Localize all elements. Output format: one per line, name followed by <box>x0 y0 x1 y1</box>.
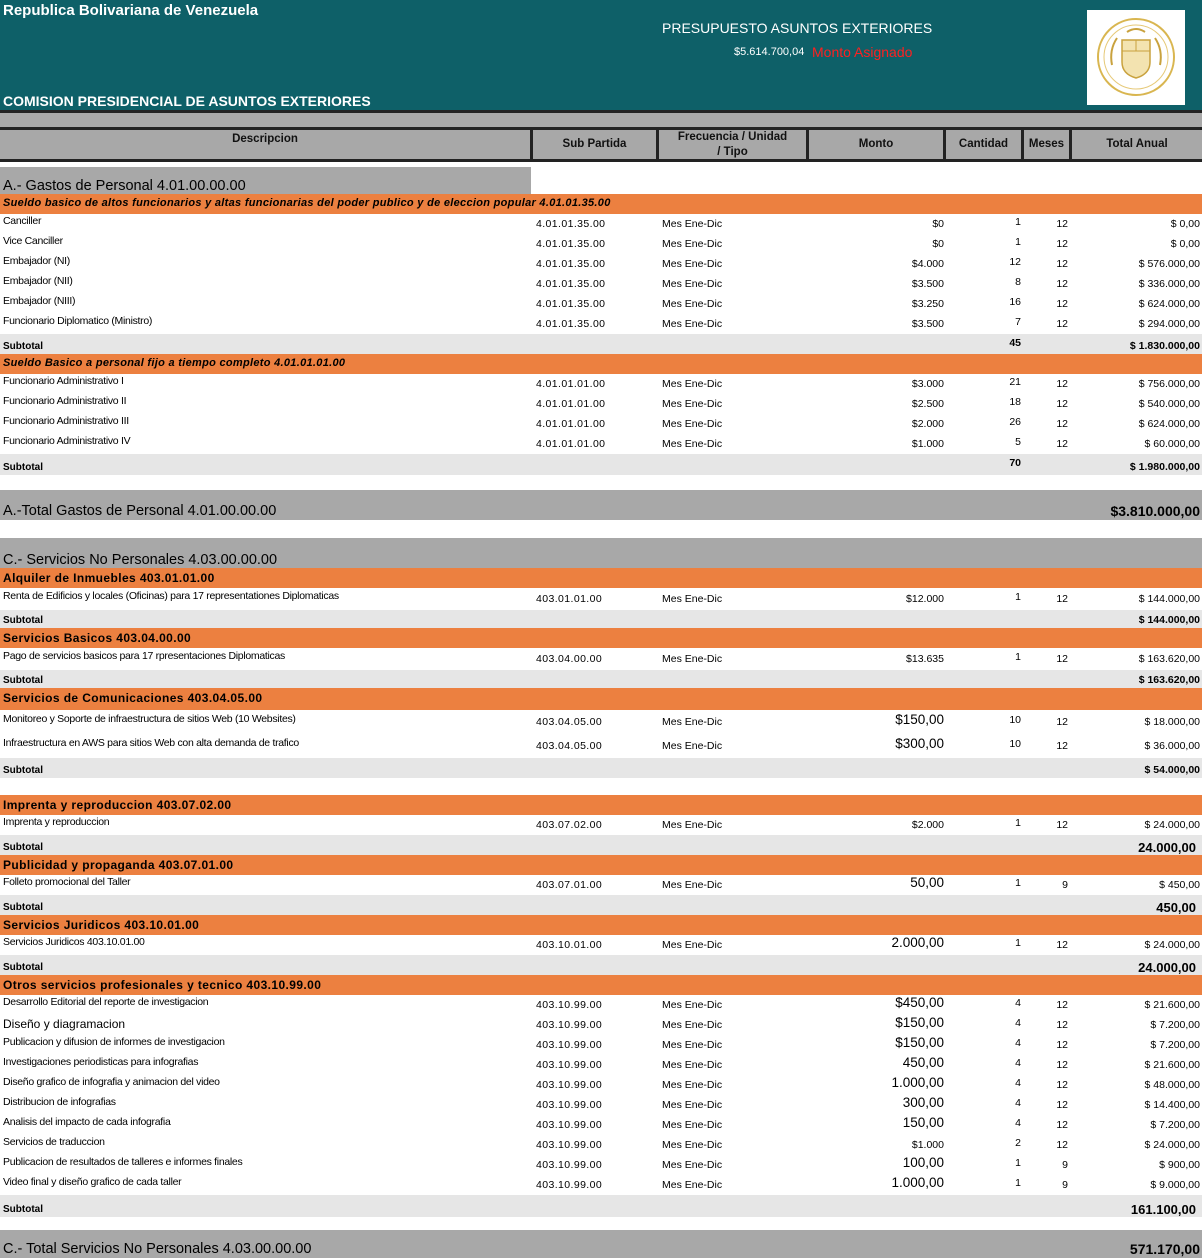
subtotal-label: Subtotal <box>3 962 43 973</box>
item-cantidad: 21 <box>1009 376 1021 388</box>
subtotal-total: 450,00 <box>1156 900 1196 915</box>
item-description: Embajador (NI) <box>3 255 70 267</box>
item-sub-partida: 4.01.01.35.00 <box>536 278 606 290</box>
item-monto: 450,00 <box>902 1055 944 1070</box>
item-total-anual: $ 7.200,00 <box>1150 1019 1200 1031</box>
item-total-anual: $ 7.200,00 <box>1150 1119 1200 1131</box>
subtotal-row <box>0 334 1202 354</box>
item-meses: 12 <box>1056 1059 1068 1071</box>
item-description: Funcionario Diplomatico (Ministro) <box>3 315 153 327</box>
subtotal-row <box>0 835 1202 855</box>
item-description: Canciller <box>3 215 42 227</box>
item-total-anual: $ 14.400,00 <box>1144 1099 1200 1111</box>
table-row <box>0 815 1202 835</box>
subtotal-total: 24.000,00 <box>1138 840 1196 855</box>
subtotal-row <box>0 670 1202 688</box>
item-description: Funcionario Administrativo II <box>3 395 127 407</box>
item-monto: $150,00 <box>895 1015 944 1030</box>
item-monto: 50,00 <box>910 875 944 890</box>
item-frecuencia: Mes Ene-Dic <box>662 879 723 891</box>
item-total-anual: $ 48.000,00 <box>1144 1079 1200 1091</box>
item-total-anual: $ 0,00 <box>1170 238 1200 250</box>
item-total-anual: $ 163.620,00 <box>1138 653 1200 665</box>
item-sub-partida: 4.01.01.35.00 <box>536 298 606 310</box>
grand-total-label: A.-Total Gastos de Personal 4.01.00.00.00 <box>3 503 277 519</box>
item-cantidad: 10 <box>1009 714 1021 726</box>
country-title: Republica Bolivariana de Venezuela <box>3 2 259 19</box>
item-monto: $150,00 <box>895 712 944 727</box>
item-sub-partida: 403.10.99.00 <box>536 1059 603 1071</box>
item-cantidad: 4 <box>1015 1017 1021 1029</box>
col-header-cantidad: Cantidad <box>946 130 1024 162</box>
item-cantidad: 1 <box>1015 216 1021 228</box>
category-header <box>0 628 1202 648</box>
item-frecuencia: Mes Ene-Dic <box>662 1019 723 1031</box>
item-sub-partida: 403.10.99.00 <box>536 1079 603 1091</box>
subtotal-label: Subtotal <box>3 462 43 473</box>
table-row <box>0 1015 1202 1035</box>
item-meses: 12 <box>1056 218 1068 230</box>
item-sub-partida: 403.10.99.00 <box>536 1039 603 1051</box>
item-description: Investigaciones periodisticas para infografias <box>3 1056 199 1068</box>
item-total-anual: $ 0,00 <box>1170 218 1200 230</box>
item-meses: 12 <box>1056 716 1068 728</box>
item-sub-partida: 403.04.05.00 <box>536 740 603 752</box>
item-monto: 100,00 <box>902 1155 944 1170</box>
item-sub-partida: 403.10.99.00 <box>536 1159 603 1171</box>
subtotal-label: Subtotal <box>3 842 43 853</box>
item-frecuencia: Mes Ene-Dic <box>662 593 723 605</box>
table-row <box>0 374 1202 394</box>
category-title: Publicidad y propaganda 403.07.01.00 <box>3 858 234 872</box>
table-row <box>0 254 1202 274</box>
item-cantidad: 1 <box>1015 1157 1021 1169</box>
item-frecuencia: Mes Ene-Dic <box>662 716 723 728</box>
category-header <box>0 354 1202 374</box>
subtotal-label: Subtotal <box>3 765 43 776</box>
category-header <box>0 855 1202 875</box>
item-cantidad: 4 <box>1015 1057 1021 1069</box>
item-total-anual: $ 900,00 <box>1159 1159 1200 1171</box>
item-frecuencia: Mes Ene-Dic <box>662 418 723 430</box>
item-frecuencia: Mes Ene-Dic <box>662 653 723 665</box>
item-cantidad: 1 <box>1015 877 1021 889</box>
subtotal-label: Subtotal <box>3 1204 43 1215</box>
item-meses: 12 <box>1056 1139 1068 1151</box>
item-cantidad: 18 <box>1009 396 1021 408</box>
item-frecuencia: Mes Ene-Dic <box>662 1139 723 1151</box>
item-sub-partida: 403.04.00.00 <box>536 653 603 665</box>
category-title: Servicios Juridicos 403.10.01.00 <box>3 918 200 932</box>
table-row <box>0 394 1202 414</box>
item-meses: 12 <box>1056 999 1068 1011</box>
item-description: Embajador (NII) <box>3 275 73 287</box>
table-row <box>0 1055 1202 1075</box>
item-total-anual: $ 18.000,00 <box>1144 716 1200 728</box>
item-monto: $0 <box>932 238 944 250</box>
item-frecuencia: Mes Ene-Dic <box>662 819 723 831</box>
item-cantidad: 1 <box>1015 651 1021 663</box>
item-meses: 12 <box>1056 1079 1068 1091</box>
item-monto: 1.000,00 <box>891 1175 944 1190</box>
grand-total-row <box>0 1230 1202 1258</box>
grand-total-label: C.- Total Servicios No Personales 4.03.00.00.00 <box>3 1241 312 1257</box>
item-frecuencia: Mes Ene-Dic <box>662 1099 723 1111</box>
table-row <box>0 414 1202 434</box>
item-meses: 12 <box>1056 740 1068 752</box>
item-cantidad: 1 <box>1015 591 1021 603</box>
item-sub-partida: 4.01.01.35.00 <box>536 218 606 230</box>
item-frecuencia: Mes Ene-Dic <box>662 238 723 250</box>
item-frecuencia: Mes Ene-Dic <box>662 1039 723 1051</box>
item-frecuencia: Mes Ene-Dic <box>662 298 723 310</box>
item-cantidad: 7 <box>1015 316 1021 328</box>
item-frecuencia: Mes Ene-Dic <box>662 740 723 752</box>
item-monto: $2.000 <box>911 418 944 430</box>
item-sub-partida: 403.10.99.00 <box>536 1019 603 1031</box>
item-monto: $150,00 <box>895 1035 944 1050</box>
item-meses: 12 <box>1056 398 1068 410</box>
category-header <box>0 795 1202 815</box>
item-monto: 300,00 <box>902 1095 944 1110</box>
table-row <box>0 995 1202 1015</box>
subtotal-label: Subtotal <box>3 615 43 626</box>
item-description: Infraestructura en AWS para sitios Web con alta demanda de trafico <box>3 737 299 749</box>
item-total-anual: $ 7.200,00 <box>1150 1039 1200 1051</box>
item-total-anual: $ 36.000,00 <box>1144 740 1200 752</box>
item-sub-partida: 4.01.01.35.00 <box>536 258 606 270</box>
item-monto: 1.000,00 <box>891 1075 944 1090</box>
subtotal-total: $ 163.620,00 <box>1138 674 1200 686</box>
item-frecuencia: Mes Ene-Dic <box>662 1059 723 1071</box>
item-sub-partida: 403.10.99.00 <box>536 1179 603 1191</box>
item-total-anual: $ 624.000,00 <box>1138 418 1200 430</box>
subtotal-row <box>0 610 1202 628</box>
table-row <box>0 875 1202 895</box>
item-monto: $3.500 <box>911 318 944 330</box>
item-total-anual: $ 624.000,00 <box>1138 298 1200 310</box>
item-monto: $4.000 <box>911 258 944 270</box>
item-cantidad: 1 <box>1015 937 1021 949</box>
item-description: Funcionario Administrativo I <box>3 375 124 387</box>
subtotal-row <box>0 758 1202 778</box>
item-sub-partida: 4.01.01.01.00 <box>536 378 606 390</box>
item-total-anual: $ 21.600,00 <box>1144 999 1200 1011</box>
item-monto: $1.000 <box>911 438 944 450</box>
item-monto: $12.000 <box>906 593 944 605</box>
subtotal-total: $ 54.000,00 <box>1144 764 1200 776</box>
item-cantidad: 12 <box>1009 256 1021 268</box>
category-title: Alquiler de Inmuebles 403.01.01.00 <box>3 571 215 585</box>
item-description: Desarrollo Editorial del reporte de investigacion <box>3 996 209 1008</box>
header-spacer <box>0 113 1202 127</box>
subtotal-cantidad: 70 <box>1009 457 1021 469</box>
item-frecuencia: Mes Ene-Dic <box>662 1119 723 1131</box>
item-total-anual: $ 576.000,00 <box>1138 258 1200 270</box>
table-row <box>0 1075 1202 1095</box>
item-cantidad: 16 <box>1009 296 1021 308</box>
table-row <box>0 1115 1202 1135</box>
item-monto: $13.635 <box>906 653 944 665</box>
item-sub-partida: 4.01.01.01.00 <box>536 418 606 430</box>
item-total-anual: $ 336.000,00 <box>1138 278 1200 290</box>
section-header <box>0 538 1202 568</box>
item-sub-partida: 403.01.01.00 <box>536 593 603 605</box>
coat-of-arms-icon <box>1087 10 1185 105</box>
category-title: Servicios Basicos 403.04.00.00 <box>3 631 192 645</box>
table-row <box>0 648 1202 670</box>
item-description: Funcionario Administrativo III <box>3 415 129 427</box>
col-header-sub-partida: Sub Partida <box>533 130 659 162</box>
item-cantidad: 8 <box>1015 276 1021 288</box>
table-row <box>0 1035 1202 1055</box>
item-description: Vice Canciller <box>3 235 63 247</box>
report-header <box>0 0 1202 110</box>
item-meses: 12 <box>1056 258 1068 270</box>
item-description: Distribucion de infografias <box>3 1096 116 1108</box>
item-cantidad: 4 <box>1015 1037 1021 1049</box>
assigned-amount: $5.614.700,04 <box>734 46 805 58</box>
subtotal-row <box>0 955 1202 975</box>
col-header-descripcion: Descripcion <box>0 130 533 162</box>
item-description: Pago de servicios basicos para 17 rpresentaciones Diplomaticas <box>3 650 285 662</box>
item-monto: $450,00 <box>895 995 944 1010</box>
item-monto: 150,00 <box>902 1115 944 1130</box>
item-cantidad: 26 <box>1009 416 1021 428</box>
col-header-meses: Meses <box>1024 130 1072 162</box>
item-meses: 12 <box>1056 939 1068 951</box>
table-row <box>0 434 1202 454</box>
subtotal-label: Subtotal <box>3 902 43 913</box>
item-meses: 12 <box>1056 819 1068 831</box>
item-meses: 12 <box>1056 298 1068 310</box>
item-meses: 12 <box>1056 378 1068 390</box>
item-sub-partida: 403.10.99.00 <box>536 1099 603 1111</box>
item-meses: 12 <box>1056 1019 1068 1031</box>
item-cantidad: 4 <box>1015 1097 1021 1109</box>
item-frecuencia: Mes Ene-Dic <box>662 1159 723 1171</box>
item-description: Diseño y diagramacion <box>3 1017 126 1031</box>
item-description: Servicios Juridicos 403.10.01.00 <box>3 936 145 948</box>
item-meses: 12 <box>1056 278 1068 290</box>
grand-total-value: $3.810.000,00 <box>1110 503 1200 519</box>
item-monto: $3.000 <box>911 378 944 390</box>
item-meses: 12 <box>1056 1039 1068 1051</box>
item-monto: $2.000 <box>911 819 944 831</box>
table-row <box>0 1095 1202 1115</box>
item-total-anual: $ 144.000,00 <box>1138 593 1200 605</box>
item-frecuencia: Mes Ene-Dic <box>662 398 723 410</box>
item-total-anual: $ 9.000,00 <box>1150 1179 1200 1191</box>
item-sub-partida: 403.10.99.00 <box>536 999 603 1011</box>
item-sub-partida: 403.10.99.00 <box>536 1139 603 1151</box>
item-meses: 9 <box>1062 1159 1068 1171</box>
item-total-anual: $ 294.000,00 <box>1138 318 1200 330</box>
item-meses: 12 <box>1056 318 1068 330</box>
category-header <box>0 975 1202 995</box>
item-monto: $1.000 <box>911 1139 944 1151</box>
item-description: Embajador (NIII) <box>3 295 76 307</box>
col-header-frecuencia: Frecuencia / Unidad / Tipo <box>659 130 809 162</box>
item-meses: 12 <box>1056 593 1068 605</box>
item-cantidad: 2 <box>1015 1137 1021 1149</box>
item-sub-partida: 403.10.99.00 <box>536 1119 603 1131</box>
subtotal-total: $ 1.830.000,00 <box>1129 340 1200 352</box>
category-title: Sueldo basico de altos funcionarios y altas funcionarias del poder publico y de eleccion popular 4.01.01.35.00 <box>3 197 611 209</box>
item-cantidad: 4 <box>1015 1117 1021 1129</box>
item-sub-partida: 4.01.01.01.00 <box>536 398 606 410</box>
item-cantidad: 4 <box>1015 1077 1021 1089</box>
item-total-anual: $ 60.000,00 <box>1144 438 1200 450</box>
table-row <box>0 1135 1202 1155</box>
budget-title: PRESUPUESTO ASUNTOS EXTERIORES <box>662 20 933 36</box>
item-frecuencia: Mes Ene-Dic <box>662 1179 723 1191</box>
subtotal-label: Subtotal <box>3 341 43 352</box>
item-total-anual: $ 24.000,00 <box>1144 1139 1200 1151</box>
item-monto: 2.000,00 <box>891 935 944 950</box>
item-frecuencia: Mes Ene-Dic <box>662 999 723 1011</box>
item-description: Renta de Edificios y locales (Oficinas) para 17 representationes Diplomaticas <box>3 590 339 602</box>
item-meses: 12 <box>1056 418 1068 430</box>
item-meses: 12 <box>1056 1119 1068 1131</box>
item-description: Publicacion y difusion de informes de investigacion <box>3 1036 225 1048</box>
item-sub-partida: 403.10.01.00 <box>536 939 603 951</box>
table-row <box>0 294 1202 314</box>
category-header <box>0 194 1202 214</box>
category-header <box>0 688 1202 710</box>
item-total-anual: $ 756.000,00 <box>1138 378 1200 390</box>
item-sub-partida: 403.07.02.00 <box>536 819 603 831</box>
category-title: Servicios de Comunicaciones 403.04.05.00 <box>3 691 263 705</box>
col-header-monto: Monto <box>809 130 946 162</box>
table-row <box>0 214 1202 234</box>
item-meses: 12 <box>1056 238 1068 250</box>
grand-total-row <box>0 490 1202 520</box>
item-cantidad: 5 <box>1015 436 1021 448</box>
item-meses: 12 <box>1056 653 1068 665</box>
item-sub-partida: 403.04.05.00 <box>536 716 603 728</box>
category-title: Imprenta y reproduccion 403.07.02.00 <box>3 798 232 812</box>
item-cantidad: 1 <box>1015 1177 1021 1189</box>
grand-total-value: 571.170,00 <box>1129 1241 1200 1257</box>
item-cantidad: 1 <box>1015 236 1021 248</box>
item-description: Servicios de traduccion <box>3 1136 105 1148</box>
table-row <box>0 1155 1202 1175</box>
category-title: Sueldo Basico a personal fijo a tiempo completo 4.01.01.01.00 <box>3 357 346 369</box>
item-description: Diseño grafico de infografia y animacion del video <box>3 1076 220 1088</box>
item-cantidad: 4 <box>1015 997 1021 1009</box>
section-title: A.- Gastos de Personal 4.01.00.00.00 <box>3 178 246 194</box>
item-monto: $300,00 <box>895 736 944 751</box>
item-total-anual: $ 24.000,00 <box>1144 819 1200 831</box>
table-row <box>0 588 1202 610</box>
item-total-anual: $ 21.600,00 <box>1144 1059 1200 1071</box>
item-meses: 9 <box>1062 1179 1068 1191</box>
table-row <box>0 710 1202 734</box>
item-description: Video final y diseño grafico de cada taller <box>3 1176 182 1188</box>
item-description: Publicacion de resultados de talleres e informes finales <box>3 1156 243 1168</box>
subtotal-row <box>0 895 1202 915</box>
item-description: Folleto promocional del Taller <box>3 876 131 888</box>
subtotal-total: $ 1.980.000,00 <box>1129 461 1200 473</box>
table-row <box>0 274 1202 294</box>
subtotal-row <box>0 454 1202 475</box>
subtotal-label: Subtotal <box>3 675 43 686</box>
item-sub-partida: 403.07.01.00 <box>536 879 603 891</box>
category-title: Otros servicios profesionales y tecnico 403.10.99.00 <box>3 978 322 992</box>
table-row <box>0 234 1202 254</box>
item-total-anual: $ 24.000,00 <box>1144 939 1200 951</box>
section-header <box>0 167 1202 194</box>
table-row <box>0 935 1202 955</box>
subtotal-total: 24.000,00 <box>1138 960 1196 975</box>
subtotal-total: 161.100,00 <box>1130 1202 1196 1217</box>
item-frecuencia: Mes Ene-Dic <box>662 318 723 330</box>
item-description: Analisis del impacto de cada infografia <box>3 1116 171 1128</box>
item-monto: $3.500 <box>911 278 944 290</box>
subtotal-cantidad: 45 <box>1009 337 1021 349</box>
item-sub-partida: 4.01.01.35.00 <box>536 238 606 250</box>
category-header <box>0 915 1202 935</box>
col-header-total-anual: Total Anual <box>1072 130 1202 162</box>
item-frecuencia: Mes Ene-Dic <box>662 218 723 230</box>
table-row <box>0 314 1202 334</box>
item-sub-partida: 4.01.01.01.00 <box>536 438 606 450</box>
item-frecuencia: Mes Ene-Dic <box>662 939 723 951</box>
category-header <box>0 568 1202 588</box>
item-description: Funcionario Administrativo IV <box>3 435 131 447</box>
subtotal-total: $ 144.000,00 <box>1138 614 1200 626</box>
item-monto: $0 <box>932 218 944 230</box>
assigned-amount-label: Monto Asignado <box>812 44 913 60</box>
item-monto: $2.500 <box>911 398 944 410</box>
item-frecuencia: Mes Ene-Dic <box>662 258 723 270</box>
item-frecuencia: Mes Ene-Dic <box>662 438 723 450</box>
item-description: Monitoreo y Soporte de infraestructura de sitios Web (10 Websites) <box>3 713 296 725</box>
item-total-anual: $ 450,00 <box>1159 879 1200 891</box>
item-frecuencia: Mes Ene-Dic <box>662 1079 723 1091</box>
item-total-anual: $ 540.000,00 <box>1138 398 1200 410</box>
subtotal-row <box>0 1195 1202 1217</box>
section-title: C.- Servicios No Personales 4.03.00.00.00 <box>3 552 278 568</box>
item-cantidad: 1 <box>1015 817 1021 829</box>
item-frecuencia: Mes Ene-Dic <box>662 278 723 290</box>
item-meses: 12 <box>1056 1099 1068 1111</box>
item-sub-partida: 4.01.01.35.00 <box>536 318 606 330</box>
item-monto: $3.250 <box>911 298 944 310</box>
table-row <box>0 734 1202 758</box>
item-cantidad: 10 <box>1009 738 1021 750</box>
table-row <box>0 1175 1202 1195</box>
item-meses: 9 <box>1062 879 1068 891</box>
item-meses: 12 <box>1056 438 1068 450</box>
item-frecuencia: Mes Ene-Dic <box>662 378 723 390</box>
commission-title: COMISION PRESIDENCIAL DE ASUNTOS EXTERIORES <box>3 93 371 109</box>
item-description: Imprenta y reproduccion <box>3 816 110 828</box>
